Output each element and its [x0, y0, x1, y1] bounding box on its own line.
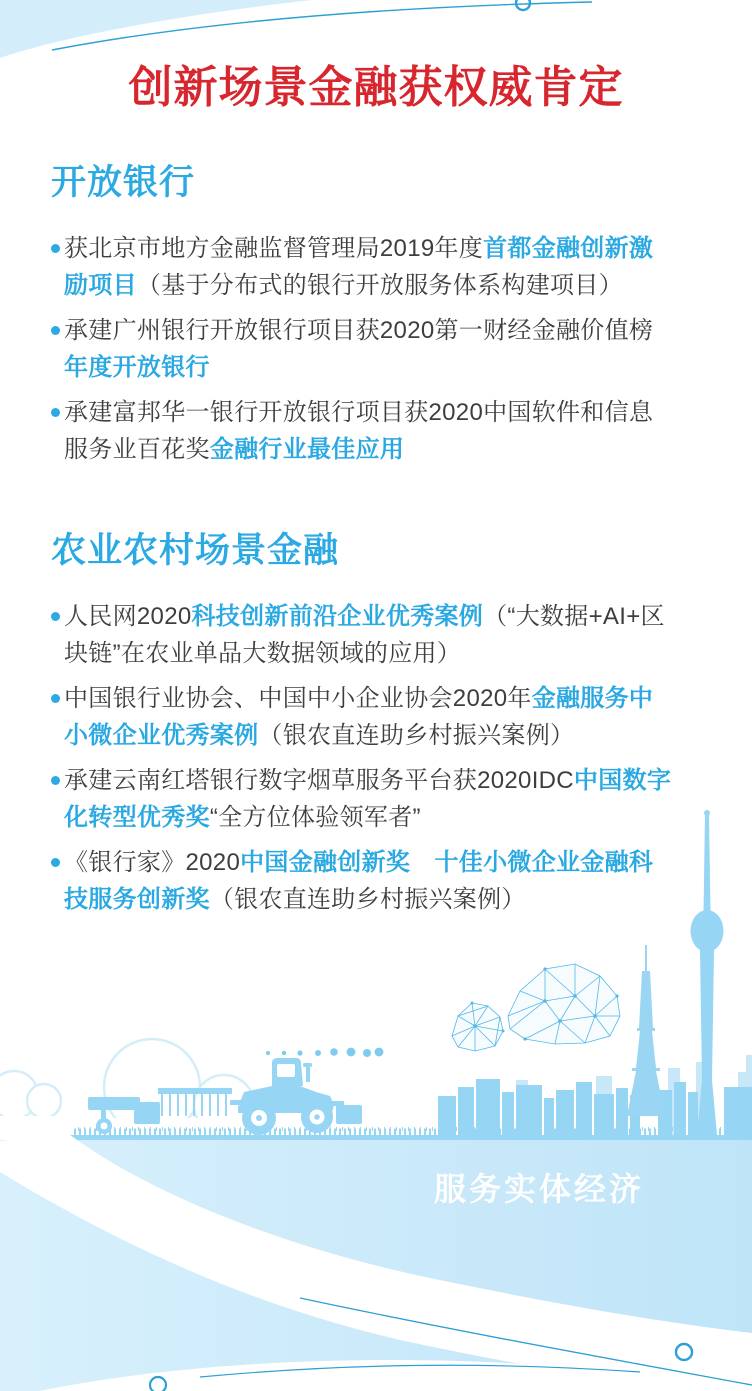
award-name: 金融行业最佳应用 — [209, 436, 405, 463]
footer-slogan: 服务实体经济 — [434, 1171, 645, 1207]
achievement-text: 人民网2020 — [64, 603, 192, 630]
achievement-item — [64, 680, 673, 754]
page-title: 创新场景金融获权威肯定 — [128, 63, 624, 112]
achievement-item — [64, 394, 673, 468]
dots-trail-icon — [266, 1048, 383, 1057]
award-name: 金融服务中小微企业优秀案例 — [64, 685, 654, 749]
footer-illustration — [0, 800, 752, 1391]
award-name: 年度开放银行 — [64, 354, 210, 381]
achievement-item — [64, 312, 673, 386]
tv-tower-icon — [691, 810, 724, 1135]
achievement-text: （“大数据+AI+区块链”在农业单品大数据领域的应用） — [64, 603, 665, 667]
achievement-item — [64, 598, 673, 672]
achievement-text: （银农直连助乡村振兴案例） — [209, 886, 526, 913]
achievement-item — [64, 230, 673, 304]
wedge-swoosh-icon — [0, 0, 312, 58]
achievement-text: 承建富邦华一银行开放银行项目获2020中国软件和信息服务业百花奖 — [64, 399, 654, 463]
ring-ornament-icon — [516, 0, 530, 10]
achievement-text: 承建云南红塔银行数字烟草服务平台获2020IDC — [64, 767, 574, 794]
award-name: 中国金融创新奖 十佳小微企业金融科技服务创新奖 — [64, 849, 654, 913]
achievement-text: 承建广州银行开放银行项目获2020第一财经金融价值榜 — [64, 317, 654, 344]
section-heading: 农业农村场景金融 — [51, 531, 340, 570]
achievement-text: （银农直连助乡村振兴案例） — [258, 722, 575, 749]
award-name: 中国数字化转型优秀奖 — [64, 767, 672, 831]
section-heading: 开放银行 — [51, 163, 196, 202]
achievement-text: 中国银行业协会、中国中小企业协会2020年 — [64, 685, 532, 712]
achievement-text: （基于分布式的银行开放服务体系构建项目） — [136, 272, 623, 299]
achievement-text: 《银行家》2020 — [64, 849, 241, 876]
achievement-text: “全方位体验领军者” — [209, 804, 421, 831]
wireframe-cloud-small-icon — [452, 1002, 505, 1052]
achievement-text: 获北京市地方金融监督管理局2019年度 — [64, 235, 484, 262]
section-open-banking — [51, 160, 673, 476]
outline-cloud-small-icon — [0, 1071, 70, 1135]
wireframe-cloud-icon — [508, 964, 620, 1044]
award-name: 科技创新前沿企业优秀案例 — [191, 603, 484, 630]
top-decor — [0, 0, 752, 64]
achievement-list — [51, 230, 673, 468]
lattice-tower-icon — [627, 945, 665, 1116]
award-name: 首都金融创新激励项目 — [64, 235, 654, 299]
